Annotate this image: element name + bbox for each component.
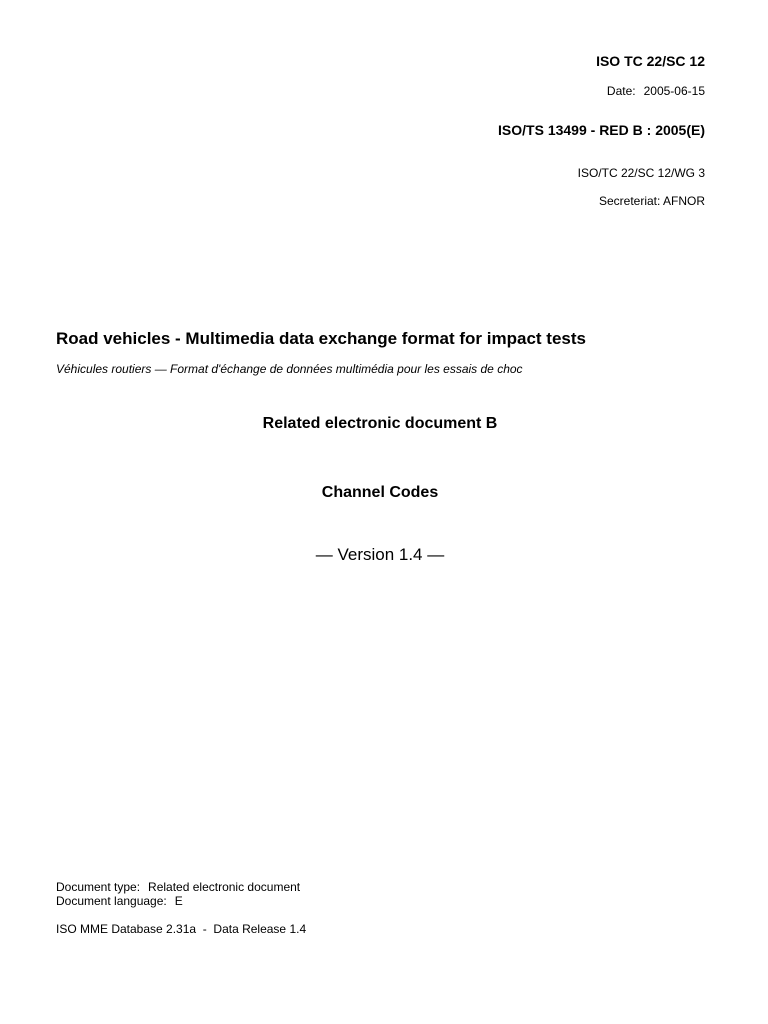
document-language (56, 894, 183, 908)
date-label: Date: (606, 84, 636, 98)
document-reference: ISO/TS 13499 - RED B : 2005(E) (498, 122, 705, 138)
version-label: — Version 1.4 — (315, 545, 445, 564)
secretariat: Secreteriat: AFNOR (598, 194, 705, 208)
english-title: Road vehicles - Multimedia data exchange format for impact tests (56, 329, 586, 348)
document-language-value: E (174, 894, 183, 908)
date-value: 2005-06-15 (643, 84, 705, 98)
committee-id: ISO TC 22/SC 12 (596, 53, 705, 69)
related-document-heading: Related electronic document B (262, 415, 498, 432)
french-title: Véhicules routiers — Format d'échange de données multimédia pour les essais de choc (56, 362, 523, 376)
document-type-value: Related electronic document (148, 880, 301, 894)
document-language-label: Document language: (56, 894, 167, 908)
subject-heading: Channel Codes (321, 484, 439, 501)
working-group: ISO/TC 22/SC 12/WG 3 (577, 166, 705, 180)
document-type-label: Document type: (56, 880, 141, 894)
data-release: ISO MME Database 2.31a - Data Release 1.4 (56, 922, 307, 936)
document-date (607, 84, 705, 98)
document-type (56, 880, 300, 894)
